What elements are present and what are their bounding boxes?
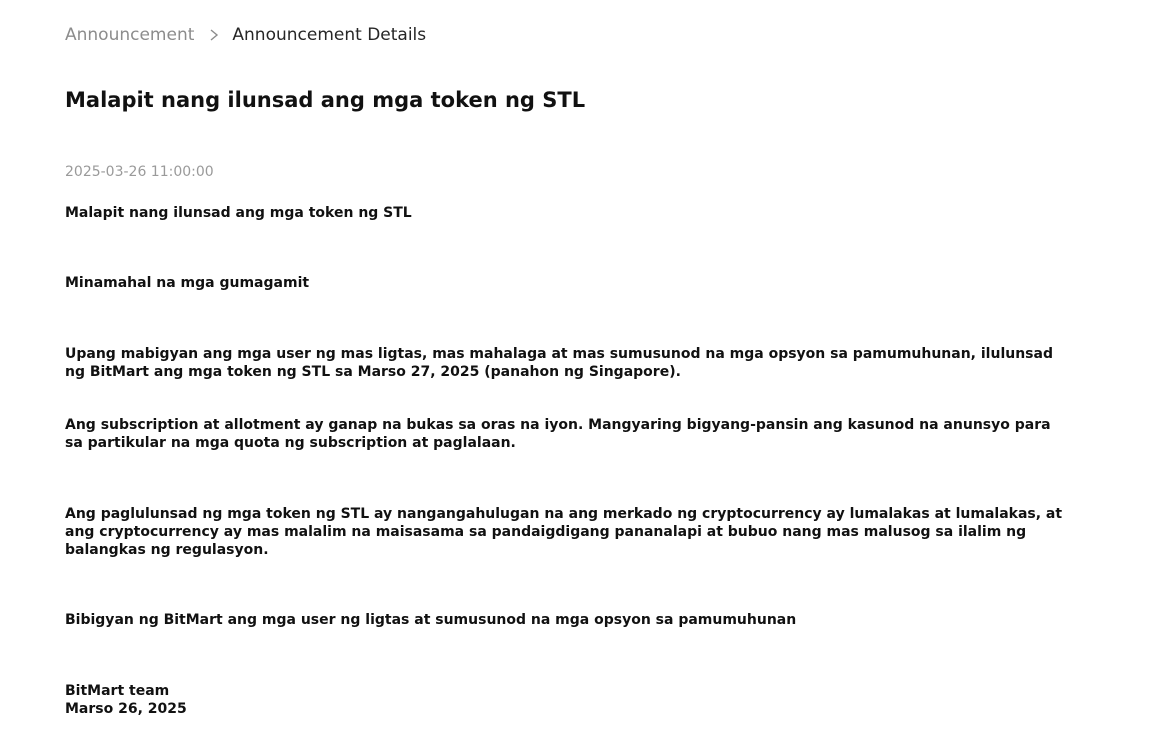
signature-team: BitMart team bbox=[65, 683, 170, 699]
breadcrumb bbox=[65, 22, 426, 48]
breadcrumb-announcement-link[interactable]: Announcement bbox=[65, 25, 195, 45]
page-title: Malapit nang ilunsad ang mga token ng STL bbox=[65, 88, 586, 112]
article-paragraph: Ang paglulunsad ng mga token ng STL ay nangangahulugan na ang merkado ng cryptocurrency ay lumalakas at lumalakas, at ang cryptocurrency ay mas malalim na maisasama sa pandaigdigang pananalapi at bubuo nang mas malusog sa ilalim ng balangkas ng regulasyon. bbox=[65, 506, 1063, 558]
article-paragraph: Malapit nang ilunsad ang mga token ng STL bbox=[65, 205, 412, 221]
breadcrumb-current: Announcement Details bbox=[232, 25, 427, 45]
chevron-right-icon bbox=[208, 27, 220, 43]
article-paragraph: Minamahal na mga gumagamit bbox=[65, 275, 310, 291]
article-signature bbox=[65, 682, 1065, 718]
article-paragraph: Ang subscription at allotment ay ganap na bukas sa oras na iyon. Mangyaring bigyang-pansin ang kasunod na anunsyo para sa partikular na mga quota ng subscription at paglalaan. bbox=[65, 417, 1051, 451]
signature-date: Marso 26, 2025 bbox=[65, 701, 187, 717]
article-paragraph: Bibigyan ng BitMart ang mga user ng ligtas at sumusunod na mga opsyon sa pamumuhunan bbox=[65, 612, 797, 628]
publish-date: 2025-03-26 11:00:00 bbox=[65, 164, 214, 180]
article-paragraph: Upang mabigyan ang mga user ng mas ligtas, mas mahalaga at mas sumusunod na mga opsyon sa pamumuhunan, ilulunsad ng BitMart ang mga token ng STL sa Marso 27, 2025 (panahon ng Singapore). bbox=[65, 346, 1053, 380]
